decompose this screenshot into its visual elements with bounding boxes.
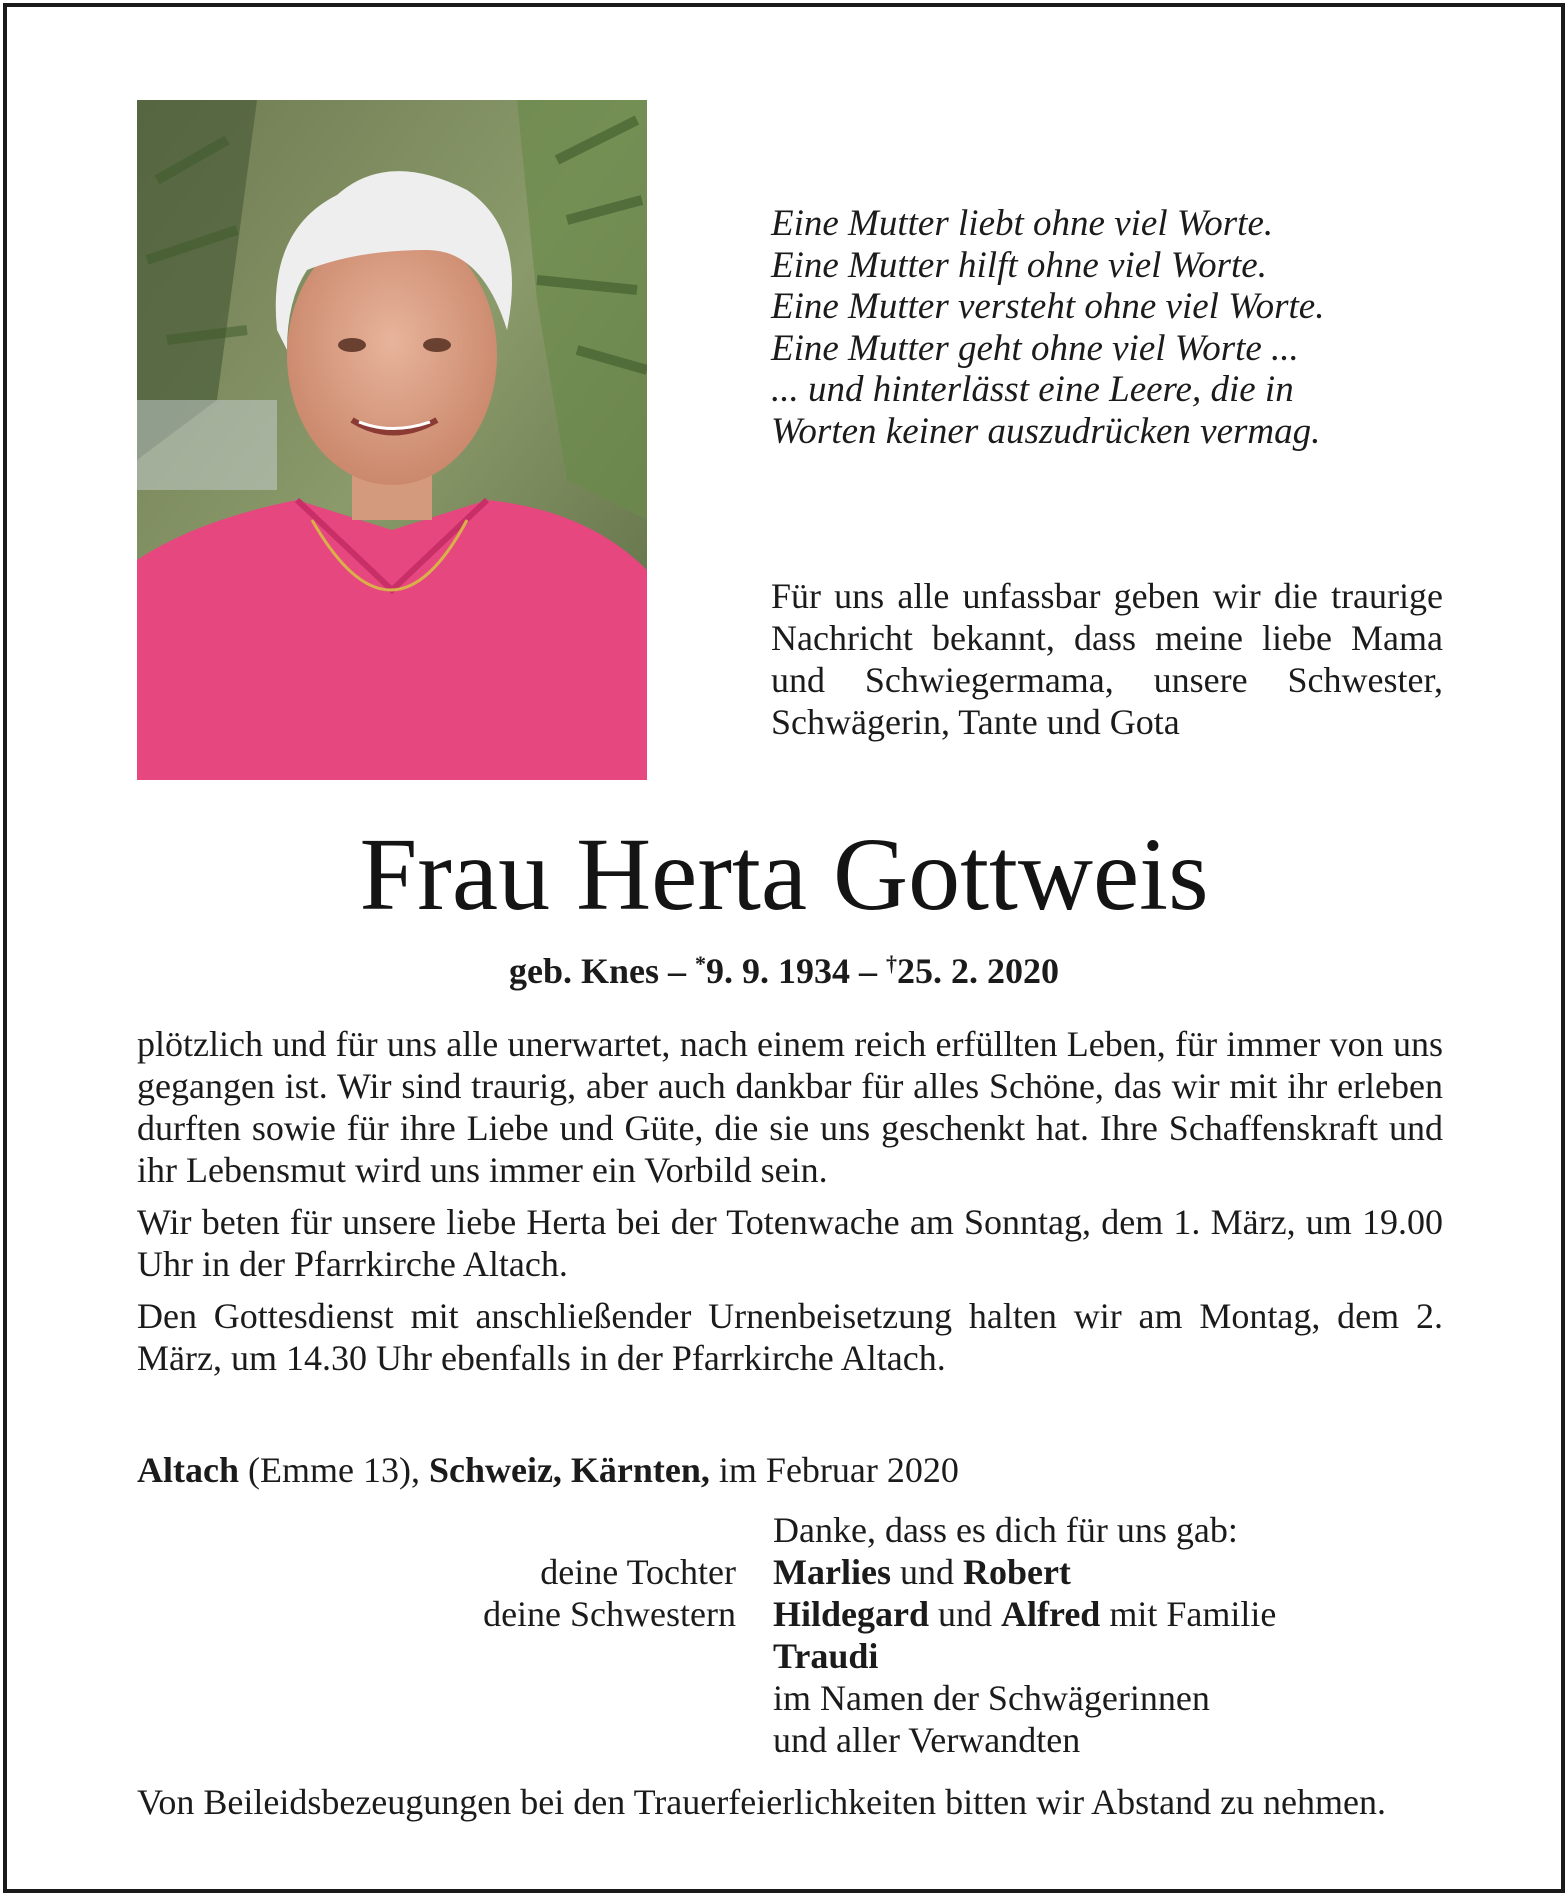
dash: – (668, 951, 686, 991)
birth-symbol: * (695, 951, 706, 976)
obituary-body (137, 1023, 1443, 1389)
body-paragraph: Wir beten für unsere liebe Herta bei der Totenwache am Sonntag, dem 1. März, um 19.00 Uhr in der Pfarrkirche Altach. (137, 1202, 1443, 1284)
deceased-name: Frau Herta Gottweis (359, 817, 1209, 932)
location-date: im Februar 2020 (718, 1450, 959, 1490)
daughter-partner: Robert (962, 1552, 1071, 1592)
location-town: Altach (137, 1450, 239, 1490)
obituary-notice (3, 3, 1565, 1893)
poem-line: ... und hinterlässt eine Leere, die in (771, 369, 1294, 410)
sister2: Traudi (773, 1636, 879, 1676)
inlaws-line: im Namen der Schwägerinnen (773, 1678, 1210, 1718)
poem-line: Eine Mutter versteht ohne viel Worte. (771, 286, 1325, 327)
birth-date: 9. 9. 1934 (706, 951, 850, 991)
relatives-line: und aller Verwandten (773, 1720, 1081, 1760)
sisters-label: deine Schwestern (483, 1594, 736, 1634)
maiden-name: geb. Knes (508, 951, 659, 991)
poem-line: Eine Mutter geht ohne viel Worte ... (771, 327, 1299, 369)
sister2-name (773, 1635, 878, 1677)
life-dates (7, 942, 1561, 993)
sister1-partner: Alfred (1001, 1594, 1101, 1634)
death-symbol: † (886, 951, 897, 976)
daughter-label: deine Tochter (540, 1552, 736, 1592)
death-date: 25. 2. 2020 (897, 951, 1059, 991)
body-paragraph: Den Gottesdienst mit anschließender Urnenbeisetzung halten wir am Montag, dem 2. März, um 14.30 Uhr ebenfalls in der Pfarrkirche Altach. (137, 1296, 1443, 1378)
thanks-line: Danke, dass es dich für uns gab: (773, 1510, 1238, 1550)
dash: – (859, 951, 877, 991)
portrait-photo (137, 100, 647, 780)
poem-line: Eine Mutter liebt ohne viel Worte. (771, 203, 1274, 244)
daughter-name: Marlies (773, 1552, 891, 1592)
conjunction: und (938, 1594, 993, 1634)
location-line (137, 1449, 1443, 1491)
intro-text: Für uns alle unfassbar geben wir die traurige Nachricht bekannt, dass meine liebe Mama und Schwiegermama, unsere Schwester, Schwägerin, Tante und Gota (771, 576, 1443, 742)
closing-note: Von Beileidsbezeugungen bei den Trauerfeierlichkeiten bitten wir Abstand zu nehmen. (137, 1782, 1387, 1822)
location-regions: Schweiz, Kärnten, (428, 1450, 710, 1490)
daughter-names (773, 1551, 1071, 1593)
family-suffix: mit Familie (1109, 1594, 1277, 1634)
conjunction: und (899, 1552, 954, 1592)
poem (771, 203, 1471, 452)
location-address: (Emme 13), (248, 1450, 420, 1490)
body-paragraph: plötzlich und für uns alle unerwartet, nach einem reich erfüllten Leben, für immer von uns gegangen ist. Wir sind traurig, aber auch dankbar für alles Schöne, das wir mit ihr erleben durften sowie für ihre Liebe und Güte, die sie uns geschenkt hat. Ihre Schaffenskraft und ihr Lebensmut wird uns immer ein Vorbild sein. (137, 1024, 1443, 1190)
poem-line: Worten keiner auszudrücken vermag. (771, 410, 1321, 452)
poem-line: Eine Mutter hilft ohne viel Worte. (771, 244, 1267, 286)
sister1-names (773, 1593, 1276, 1635)
sister1-name: Hildegard (773, 1594, 930, 1634)
